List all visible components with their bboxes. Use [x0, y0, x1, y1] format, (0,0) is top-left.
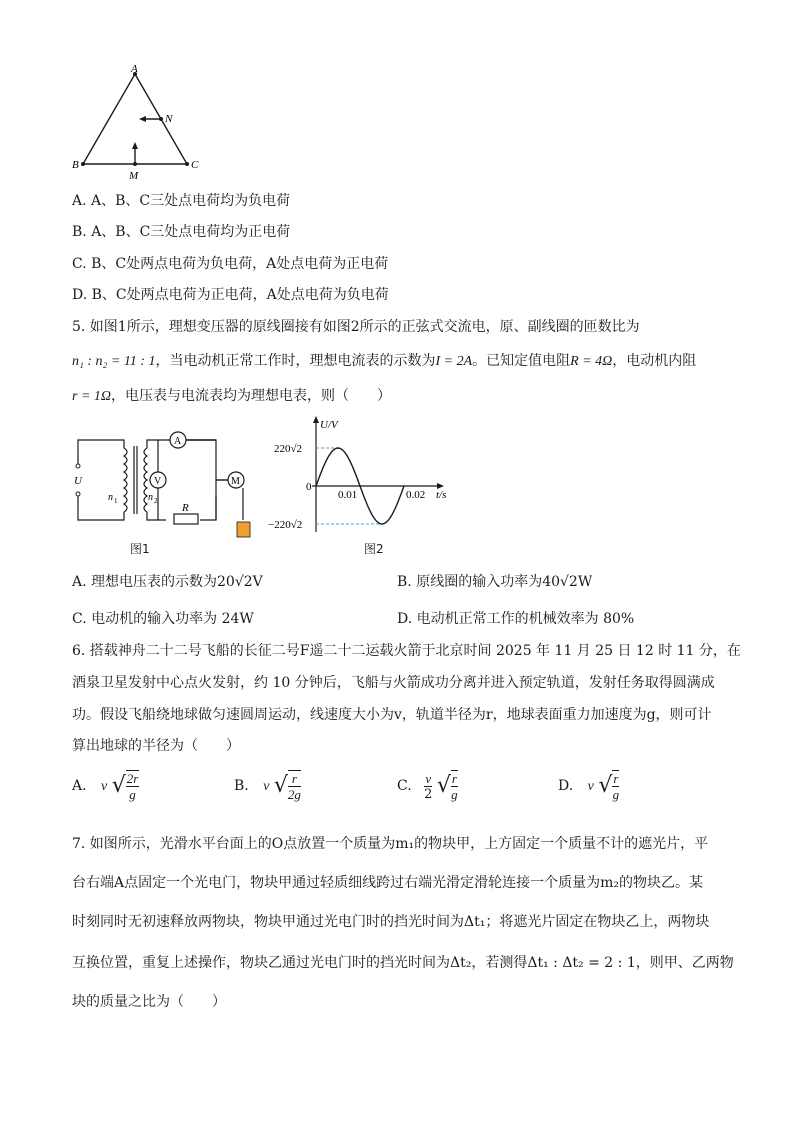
label-A: A [131, 63, 138, 75]
triangle-figure [70, 62, 220, 184]
t2-label: 0.02 [406, 489, 426, 501]
label-B: B [72, 159, 79, 171]
fig1-caption: 图1 [130, 542, 150, 556]
t1-label: 0.01 [338, 489, 358, 501]
label-N: N [165, 113, 173, 125]
label-U: U [74, 475, 82, 487]
q7-stem-line3: 时刻同时无初速释放两物块，物块甲通过光电门时的挡光时间为Δt₁；将遮光片固定在物块乙上，两物块 [72, 914, 710, 930]
q5-option-a: A. 理想电压表的示数为20√2V [72, 574, 263, 590]
q7-stem-line2: 台右端A点固定一个光电门，物块甲通过轻质细线跨过右端光滑定滑轮连接一个质量为m₂的物块乙。某 [72, 875, 703, 891]
label-n2-sub: 2 [154, 497, 158, 505]
q4-option-a: A. A、B、C三处点电荷均为负电荷 [72, 193, 291, 209]
label-n1-sub: 1 [114, 497, 118, 505]
q6-option-c: C. $\frac{v}{2}$ √ $\frac{r}{g}$ [397, 770, 458, 802]
q5-option-c: C. 电动机的输入功率为 24W [72, 611, 254, 627]
q6-stem-line3: 功。假设飞船绕地球做匀速圆周运动，线速度大小为v，轨道半径为r，地球表面重力加速度为g，则可计 [72, 707, 712, 723]
label-R: R [182, 502, 189, 514]
q6-stem-line2: 酒泉卫星发射中心点火发射，约 10 分钟后，飞船与火箭成功分离并进入预定轨道，发射任务取得圆满成 [72, 675, 715, 691]
y-axis-label: U/V [320, 419, 338, 431]
q4-option-b: B. A、B、C三处点电荷均为正电荷 [72, 224, 291, 240]
q6-stem-line1: 6. 搭载神舟二十二号飞船的长征二号F遥二十二运载火箭于北京时间 2025 年 11 月 25 日 12 时 11 分，在 [72, 643, 741, 659]
motor-label: M [231, 476, 240, 487]
q4-option-d: D. B、C处两点电荷为正电荷，A处点电荷为负电荷 [72, 287, 389, 303]
y-max-label: 220√2 [274, 443, 303, 455]
q6-option-a: A. v √ $\frac{2r}{g}$ [72, 771, 139, 802]
q7-stem-line4: 互换位置，重复上述操作，物块乙通过光电门时的挡光时间为Δt₂，若测得Δt₁ : Δt₂ = 2 : 1，则甲、乙两物 [72, 955, 734, 971]
q4-option-c: C. B、C处两点电荷为负电荷，A处点电荷为正电荷 [72, 256, 389, 272]
label-n1: n [108, 492, 113, 503]
ammeter-label: A [174, 436, 182, 447]
y-min-label: −220√2 [268, 519, 303, 531]
origin-label: 0 [306, 481, 312, 493]
q6-stem-line4: 算出地球的半径为（ ） [72, 738, 240, 754]
circuit-figure [66, 428, 266, 548]
sine-graph [268, 412, 468, 537]
label-M: M [129, 170, 139, 182]
q6-option-b: B. v √ $\frac{r}{2g}$ [234, 771, 301, 802]
q5-stem-line2: n₁ : n₂ = 11 : 1，当电动机正常工作时，理想电流表的示数为I = 2A。已知定值电阻R = 4Ω，电动机内阻 [72, 353, 697, 369]
q5-option-b: B. 原线圈的输入功率为40√2W [397, 574, 593, 590]
label-n2: n [148, 492, 153, 503]
q7-stem-line5: 块的质量之比为（ ） [72, 994, 226, 1010]
q7-stem-line1: 7. 如图所示，光滑水平台面上的O点放置一个质量为m₁的物块甲，上方固定一个质量不计的遮光片，平 [72, 836, 709, 852]
x-axis-label: t/s [436, 489, 447, 501]
voltmeter-label: V [154, 476, 162, 487]
q5-stem-line1: 5. 如图1所示，理想变压器的原线圈接有如图2所示的正弦式交流电，原、副线圈的匝数比为 [72, 319, 640, 335]
fig2-caption: 图2 [364, 542, 384, 556]
q5-stem-line3: r = 1Ω，电压表与电流表均为理想电表，则（ ） [72, 388, 392, 404]
label-C: C [191, 159, 199, 171]
q6-option-d: D. v √ $\frac{r}{g}$ [558, 771, 620, 802]
q5-option-d: D. 电动机正常工作的机械效率为 80% [397, 611, 635, 627]
